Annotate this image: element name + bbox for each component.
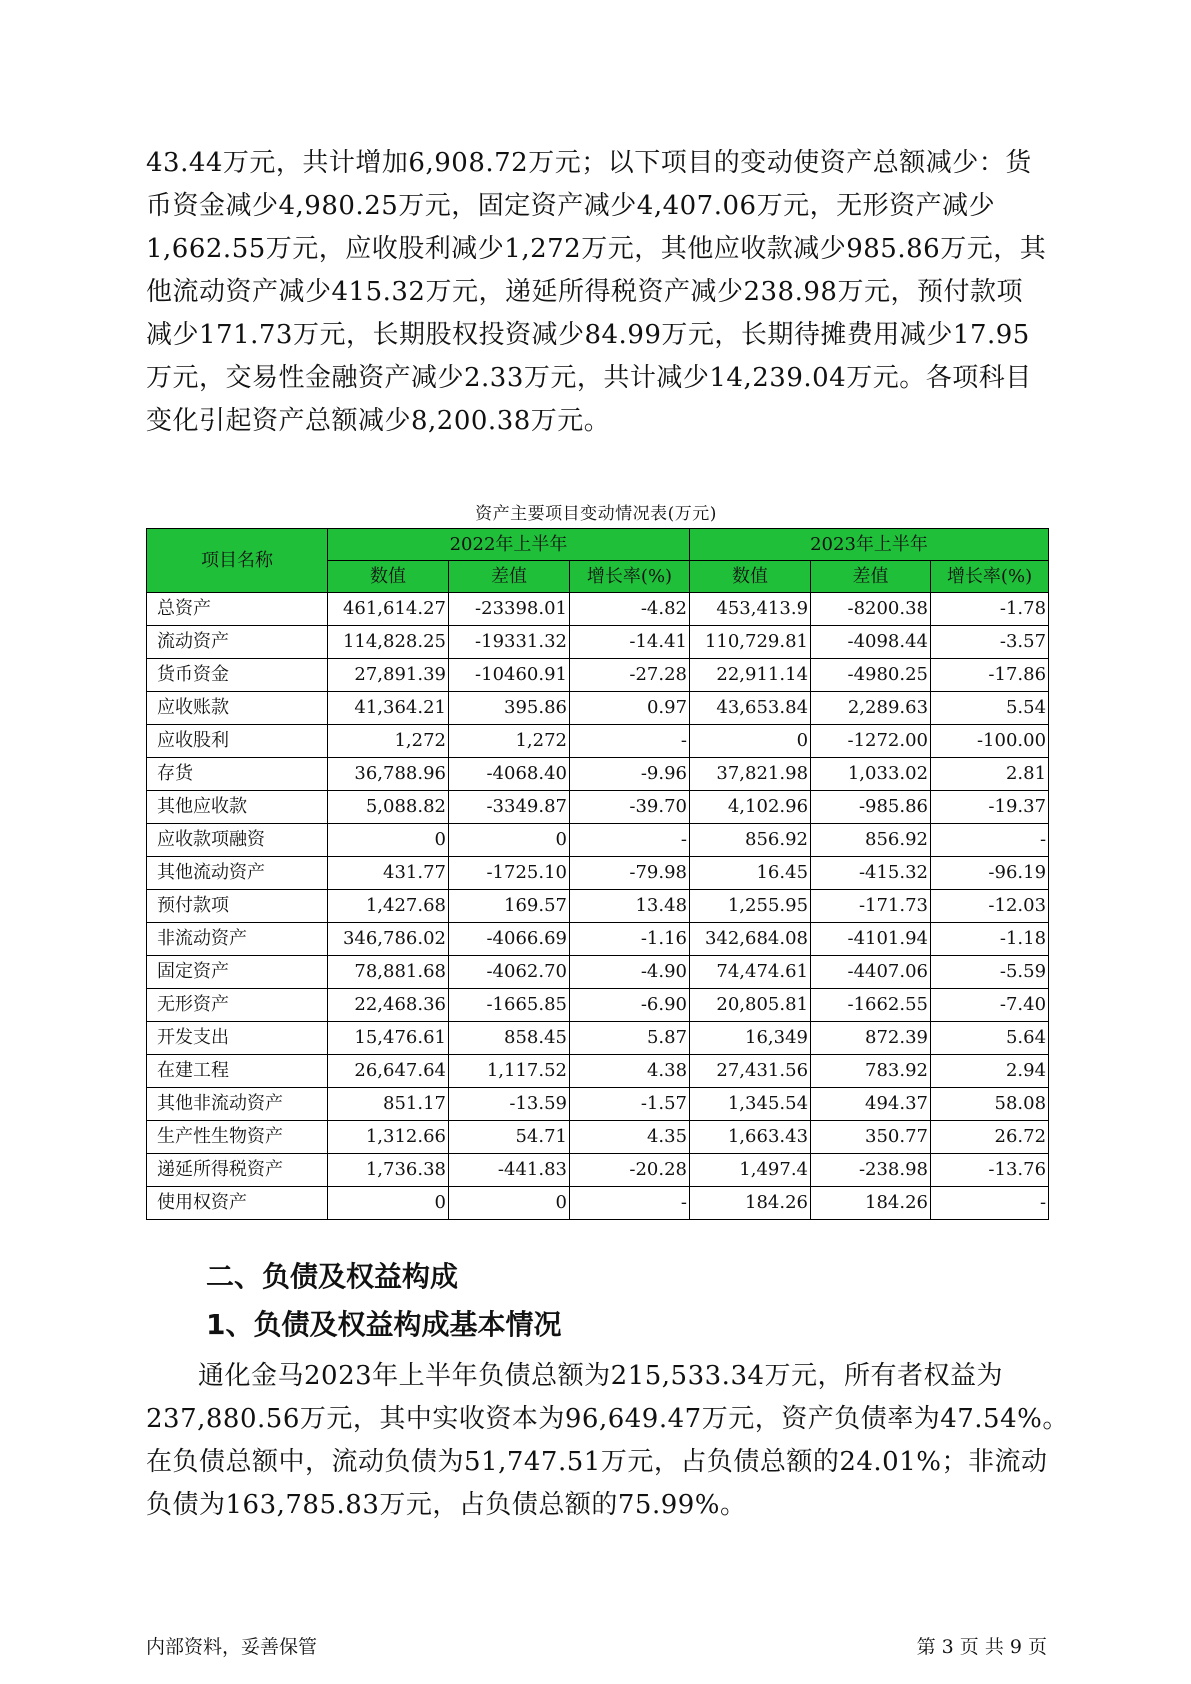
row-value-cell: -96.19 [931,857,1049,890]
row-item-name: 流动资产 [147,626,328,659]
header-period-2023: 2023年上半年 [690,529,1049,561]
table-row [147,692,1049,725]
table-row [147,1055,1049,1088]
row-value-cell: -1.18 [931,923,1049,956]
sub-heading: 1、负债及权益构成基本情况 [206,1308,562,1341]
row-value-cell: 1,427.68 [328,890,449,923]
row-value-cell: 2.94 [931,1055,1049,1088]
row-item-name: 其他流动资产 [147,857,328,890]
row-value-cell: -14.41 [570,626,690,659]
row-value-cell: 2.81 [931,758,1049,791]
row-value-cell: 856.92 [811,824,931,857]
table-row [147,1154,1049,1187]
row-value-cell: -4.90 [570,956,690,989]
row-value-cell: 43,653.84 [690,692,811,725]
paragraph-asset-changes [146,142,1046,443]
paragraph-line: 万元，交易性金融资产减少2.33万元，共计减少14,239.04万元。各项科目 [146,363,1032,393]
row-value-cell: 1,312.66 [328,1121,449,1154]
row-value-cell: 0 [449,824,570,857]
row-value-cell: 2,289.63 [811,692,931,725]
paragraph-line: 237,880.56万元，其中实收资本为96,649.47万元，资产负债率为47.54%。 [146,1404,1069,1434]
row-value-cell: -12.03 [931,890,1049,923]
paragraph-line: 减少171.73万元，长期股权投资减少84.99万元，长期待摊费用减少17.95 [146,320,1030,350]
row-value-cell: 346,786.02 [328,923,449,956]
table-body [147,593,1049,1220]
row-value-cell: 27,891.39 [328,659,449,692]
row-value-cell: 851.17 [328,1088,449,1121]
row-value-cell: 5,088.82 [328,791,449,824]
row-value-cell: - [570,824,690,857]
row-value-cell: -4101.94 [811,923,931,956]
row-value-cell: -7.40 [931,989,1049,1022]
row-value-cell: 22,468.36 [328,989,449,1022]
table-row [147,989,1049,1022]
row-value-cell: -1.16 [570,923,690,956]
row-value-cell: -1.78 [931,593,1049,626]
row-value-cell: 5.64 [931,1022,1049,1055]
row-value-cell: 4.38 [570,1055,690,1088]
row-item-name: 预付款项 [147,890,328,923]
row-value-cell: 1,497.4 [690,1154,811,1187]
table-row [147,791,1049,824]
row-item-name: 货币资金 [147,659,328,692]
row-item-name: 在建工程 [147,1055,328,1088]
table-row [147,626,1049,659]
row-value-cell: 5.87 [570,1022,690,1055]
row-value-cell: 395.86 [449,692,570,725]
row-value-cell: 872.39 [811,1022,931,1055]
row-item-name: 固定资产 [147,956,328,989]
paragraph-line: 1,662.55万元，应收股利减少1,272万元，其他应收款减少985.86万元，其 [146,234,1047,264]
table-row [147,890,1049,923]
row-value-cell: -4980.25 [811,659,931,692]
row-value-cell: 54.71 [449,1121,570,1154]
row-value-cell: - [570,725,690,758]
row-value-cell: 15,476.61 [328,1022,449,1055]
row-value-cell: 0.97 [570,692,690,725]
row-value-cell: 1,033.02 [811,758,931,791]
row-value-cell: 0 [690,725,811,758]
table-row [147,659,1049,692]
row-value-cell: 74,474.61 [690,956,811,989]
row-value-cell: -27.28 [570,659,690,692]
row-value-cell: - [570,1187,690,1220]
row-value-cell: 184.26 [811,1187,931,1220]
row-value-cell: -13.76 [931,1154,1049,1187]
row-value-cell: 26,647.64 [328,1055,449,1088]
sub-header-cell: 差值 [811,561,931,593]
sub-header-cell: 差值 [449,561,570,593]
row-value-cell: 16,349 [690,1022,811,1055]
row-value-cell: -415.32 [811,857,931,890]
row-value-cell: -985.86 [811,791,931,824]
row-value-cell: -4407.06 [811,956,931,989]
row-item-name: 开发支出 [147,1022,328,1055]
row-value-cell: 494.37 [811,1088,931,1121]
row-value-cell: -20.28 [570,1154,690,1187]
row-value-cell: -9.96 [570,758,690,791]
row-value-cell: -1272.00 [811,725,931,758]
table-row [147,824,1049,857]
paragraph-line: 他流动资产减少415.32万元，递延所得税资产减少238.98万元，预付款项 [146,277,1023,307]
row-value-cell: 78,881.68 [328,956,449,989]
row-value-cell: - [931,824,1049,857]
row-value-cell: 41,364.21 [328,692,449,725]
row-value-cell: 37,821.98 [690,758,811,791]
row-value-cell: -171.73 [811,890,931,923]
row-value-cell: -39.70 [570,791,690,824]
row-value-cell: 4,102.96 [690,791,811,824]
paragraph-line: 变化引起资产总额减少8,200.38万元。 [146,406,611,436]
row-item-name: 使用权资产 [147,1187,328,1220]
row-value-cell: 350.77 [811,1121,931,1154]
row-value-cell: -19.37 [931,791,1049,824]
row-value-cell: -79.98 [570,857,690,890]
row-value-cell: 16.45 [690,857,811,890]
row-value-cell: 1,117.52 [449,1055,570,1088]
table-caption: 资产主要项目变动情况表(万元) [475,504,717,524]
table-row [147,857,1049,890]
row-value-cell: 783.92 [811,1055,931,1088]
row-value-cell: 110,729.81 [690,626,811,659]
row-value-cell: -3349.87 [449,791,570,824]
row-value-cell: -8200.38 [811,593,931,626]
table-row [147,1121,1049,1154]
paragraph-liabilities [146,1355,1069,1527]
row-value-cell: 13.48 [570,890,690,923]
table-row [147,725,1049,758]
row-value-cell: 461,614.27 [328,593,449,626]
sub-header-cell: 增长率(%) [931,561,1049,593]
row-value-cell: -1665.85 [449,989,570,1022]
row-value-cell: -1662.55 [811,989,931,1022]
row-item-name: 其他应收款 [147,791,328,824]
row-value-cell: 184.26 [690,1187,811,1220]
row-value-cell: 5.54 [931,692,1049,725]
row-value-cell: 1,255.95 [690,890,811,923]
row-value-cell: -6.90 [570,989,690,1022]
row-value-cell: -23398.01 [449,593,570,626]
row-value-cell: 1,736.38 [328,1154,449,1187]
paragraph-line: 43.44万元，共计增加6,908.72万元；以下项目的变动使资产总额减少：货 [146,148,1032,178]
sub-header-cell: 增长率(%) [570,561,690,593]
table-row [147,758,1049,791]
row-value-cell: -238.98 [811,1154,931,1187]
row-item-name: 应收股利 [147,725,328,758]
row-value-cell: -4068.40 [449,758,570,791]
row-item-name: 生产性生物资产 [147,1121,328,1154]
row-value-cell: -17.86 [931,659,1049,692]
row-value-cell: 342,684.08 [690,923,811,956]
row-value-cell: 1,663.43 [690,1121,811,1154]
row-value-cell: 22,911.14 [690,659,811,692]
row-value-cell: -5.59 [931,956,1049,989]
row-value-cell: - [931,1187,1049,1220]
table-row [147,923,1049,956]
header-item-name: 项目名称 [147,529,328,593]
row-value-cell: 431.77 [328,857,449,890]
row-value-cell: -4066.69 [449,923,570,956]
row-item-name: 非流动资产 [147,923,328,956]
table-row [147,1088,1049,1121]
row-value-cell: -19331.32 [449,626,570,659]
sub-header-cell: 数值 [328,561,449,593]
row-item-name: 应收款项融资 [147,824,328,857]
row-value-cell: 27,431.56 [690,1055,811,1088]
paragraph-line: 负债为163,785.83万元，占负债总额的75.99%。 [146,1490,747,1520]
row-value-cell: -13.59 [449,1088,570,1121]
row-item-name: 无形资产 [147,989,328,1022]
row-value-cell: 36,788.96 [328,758,449,791]
paragraph-line: 通化金马2023年上半年负债总额为215,533.34万元，所有者权益为 [198,1361,1004,1391]
row-item-name: 递延所得税资产 [147,1154,328,1187]
row-value-cell: 58.08 [931,1088,1049,1121]
row-value-cell: 856.92 [690,824,811,857]
section-heading: 二、负债及权益构成 [206,1260,459,1293]
row-value-cell: 1,345.54 [690,1088,811,1121]
row-value-cell: 20,805.81 [690,989,811,1022]
row-value-cell: -10460.91 [449,659,570,692]
table-row [147,1022,1049,1055]
row-value-cell: 4.35 [570,1121,690,1154]
row-value-cell: 0 [328,1187,449,1220]
sub-header-cell: 数值 [690,561,811,593]
footer-page-number: 第 3 页 共 9 页 [916,1636,1047,1658]
row-value-cell: 1,272 [449,725,570,758]
row-value-cell: 453,413.9 [690,593,811,626]
footer-confidential-note: 内部资料，妥善保管 [146,1636,318,1658]
row-item-name: 总资产 [147,593,328,626]
row-value-cell: 0 [328,824,449,857]
row-item-name: 存货 [147,758,328,791]
row-value-cell: -4.82 [570,593,690,626]
row-item-name: 应收账款 [147,692,328,725]
row-value-cell: -1.57 [570,1088,690,1121]
table-row [147,956,1049,989]
row-item-name: 其他非流动资产 [147,1088,328,1121]
header-period-2022: 2022年上半年 [328,529,690,561]
row-value-cell: -3.57 [931,626,1049,659]
asset-changes-table [146,528,1049,1220]
row-value-cell: -4098.44 [811,626,931,659]
table-row [147,593,1049,626]
paragraph-line: 在负债总额中，流动负债为51,747.51万元，占负债总额的24.01%；非流动 [146,1447,1048,1477]
row-value-cell: -441.83 [449,1154,570,1187]
row-value-cell: 1,272 [328,725,449,758]
row-value-cell: -100.00 [931,725,1049,758]
row-value-cell: 169.57 [449,890,570,923]
row-value-cell: 114,828.25 [328,626,449,659]
paragraph-line: 币资金减少4,980.25万元，固定资产减少4,407.06万元，无形资产减少 [146,191,996,221]
row-value-cell: -1725.10 [449,857,570,890]
row-value-cell: -4062.70 [449,956,570,989]
table-row [147,1187,1049,1220]
row-value-cell: 858.45 [449,1022,570,1055]
row-value-cell: 0 [449,1187,570,1220]
row-value-cell: 26.72 [931,1121,1049,1154]
